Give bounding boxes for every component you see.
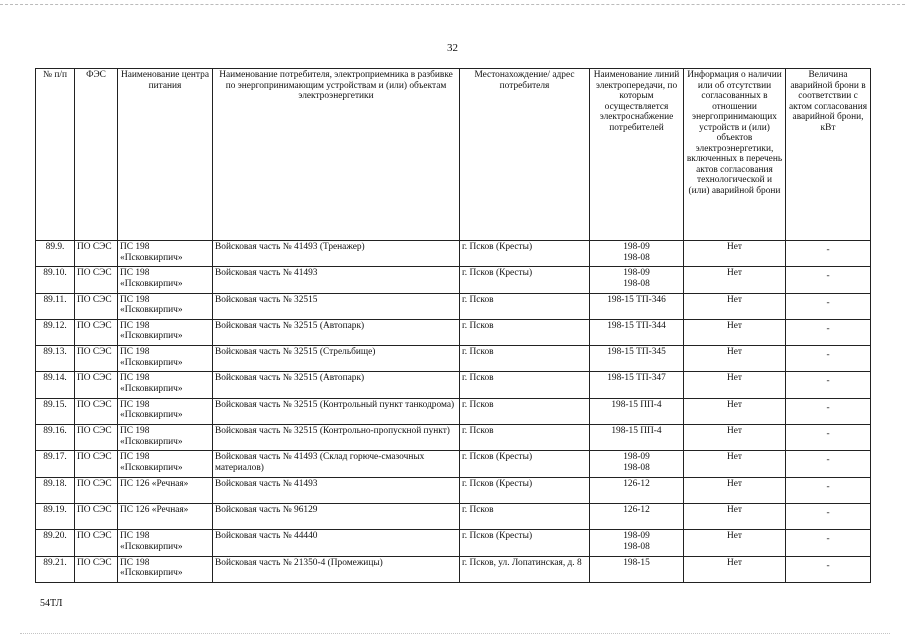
consumer-table <box>35 68 871 583</box>
row-reserve-value <box>786 267 871 293</box>
row-consumer: Войсковая часть № 32515 <box>213 293 460 319</box>
row-power-center: ПС 198 «Псковкирпич» <box>118 319 213 345</box>
row-power-center: ПС 198 «Псковкирпич» <box>118 346 213 372</box>
row-fes: ПО СЭС <box>75 372 118 398</box>
row-power-lines <box>590 556 684 582</box>
row-power-lines <box>590 267 684 293</box>
power-line-code: 198-15 ТП-346 <box>607 294 666 305</box>
header-power-center: Наименование центра питания <box>118 69 213 241</box>
row-number: 89.21. <box>36 556 75 582</box>
table-row <box>36 293 871 319</box>
row-reserve-value <box>786 556 871 582</box>
row-power-center: ПС 198 «Псковкирпич» <box>118 241 213 267</box>
row-power-lines <box>590 372 684 398</box>
row-number: 89.19. <box>36 503 75 529</box>
power-line-code: 198-15 ТП-344 <box>607 320 666 331</box>
table-row <box>36 477 871 503</box>
reserve-value: - <box>826 323 830 334</box>
row-consumer: Войсковая часть № 32515 (Автопарк) <box>213 319 460 345</box>
row-power-center: ПС 198 «Псковкирпич» <box>118 425 213 451</box>
row-power-center: ПС 198 «Псковкирпич» <box>118 556 213 582</box>
reserve-value: - <box>826 245 830 255</box>
reserve-value: - <box>826 455 830 466</box>
row-reserve-value <box>786 319 871 345</box>
power-line-code: 126-12 <box>623 504 650 515</box>
row-reserve-info: Нет <box>684 477 786 503</box>
row-fes: ПО СЭС <box>75 451 118 477</box>
table-row <box>36 530 871 556</box>
row-reserve-value <box>786 372 871 398</box>
power-line-code: 198-15 <box>623 557 650 568</box>
row-location: г. Псков (Кресты) <box>460 530 590 556</box>
row-power-center: ПС 126 «Речная» <box>118 503 213 529</box>
row-location: г. Псков <box>460 372 590 398</box>
header-power-lines: Наименование линий электропередачи, по которым осуществляется электроснабжение потребителей <box>590 69 684 241</box>
table-row <box>36 241 871 267</box>
row-consumer: Войсковая часть № 41493 <box>213 267 460 293</box>
row-number: 89.14. <box>36 372 75 398</box>
power-line-code: 198-09 <box>623 531 650 542</box>
row-consumer: Войсковая часть № 32515 (Контрольный пункт танкодрома) <box>213 398 460 424</box>
row-number: 89.20. <box>36 530 75 556</box>
row-power-center: ПС 198 «Псковкирпич» <box>118 398 213 424</box>
table-row <box>36 503 871 529</box>
row-power-center: ПС 198 «Псковкирпич» <box>118 372 213 398</box>
power-line-code: 198-15 ПП-4 <box>611 399 662 410</box>
power-line-code: 198-08 <box>623 252 650 263</box>
row-reserve-info: Нет <box>684 346 786 372</box>
row-reserve-value <box>786 477 871 503</box>
row-power-center: ПС 126 «Речная» <box>118 477 213 503</box>
row-number: 89.16. <box>36 425 75 451</box>
reserve-value: - <box>826 297 830 308</box>
header-reserve-info: Информация о наличии или об отсутствии согласованных в отношении энергопринимающих устройств и (или) объектов электроэнергетики, включенных в перечень актов согласования технологической и (или) аварийной брони <box>684 69 786 241</box>
row-number: 89.11. <box>36 293 75 319</box>
row-consumer: Войсковая часть № 41493 (Тренажер) <box>213 241 460 267</box>
row-fes: ПО СЭС <box>75 293 118 319</box>
row-number: 89.12. <box>36 319 75 345</box>
row-power-center: ПС 198 «Псковкирпич» <box>118 530 213 556</box>
row-power-lines <box>590 425 684 451</box>
power-line-code: 198-09 <box>623 268 650 279</box>
reserve-value: - <box>826 376 830 387</box>
row-power-lines <box>590 398 684 424</box>
reserve-value: - <box>826 350 830 361</box>
row-fes: ПО СЭС <box>75 346 118 372</box>
page-number: 32 <box>447 42 458 54</box>
power-line-code: 198-15 ТП-345 <box>607 347 666 358</box>
row-reserve-value <box>786 346 871 372</box>
row-reserve-value <box>786 451 871 477</box>
row-reserve-info: Нет <box>684 398 786 424</box>
row-power-center: ПС 198 «Псковкирпич» <box>118 451 213 477</box>
power-line-code: 198-08 <box>623 541 650 552</box>
row-reserve-info: Нет <box>684 503 786 529</box>
table-row <box>36 346 871 372</box>
power-line-code: 198-09 <box>623 242 650 252</box>
row-reserve-value <box>786 293 871 319</box>
row-location: г. Псков, ул. Лопатинская, д. 8 <box>460 556 590 582</box>
table-row <box>36 372 871 398</box>
row-reserve-info: Нет <box>684 372 786 398</box>
row-location: г. Псков (Кресты) <box>460 477 590 503</box>
row-number: 89.9. <box>36 241 75 267</box>
reserve-value: - <box>826 271 830 282</box>
power-line-code: 198-15 ПП-4 <box>611 426 662 437</box>
table-header-row <box>36 69 871 241</box>
row-consumer: Войсковая часть № 41493 <box>213 477 460 503</box>
row-power-center: ПС 198 «Псковкирпич» <box>118 293 213 319</box>
row-consumer: Войсковая часть № 21350-4 (Промежицы) <box>213 556 460 582</box>
row-consumer: Войсковая часть № 96129 <box>213 503 460 529</box>
row-location: г. Псков <box>460 293 590 319</box>
row-number: 89.10. <box>36 267 75 293</box>
row-number: 89.17. <box>36 451 75 477</box>
row-fes: ПО СЭС <box>75 425 118 451</box>
header-fes: ФЭС <box>75 69 118 241</box>
row-power-lines <box>590 477 684 503</box>
power-line-code: 198-08 <box>623 278 650 289</box>
scan-edge-bottom <box>20 633 890 634</box>
row-fes: ПО СЭС <box>75 556 118 582</box>
row-reserve-value <box>786 425 871 451</box>
power-line-code: 198-15 ТП-347 <box>607 373 666 384</box>
table-row <box>36 556 871 582</box>
header-consumer: Наименование потребителя, электроприемника в разбивке по энергопринимающим устройствам и (или) объектам электроэнергетики <box>213 69 460 241</box>
row-number: 89.13. <box>36 346 75 372</box>
table-body <box>36 241 871 583</box>
row-number: 89.18. <box>36 477 75 503</box>
row-fes: ПО СЭС <box>75 267 118 293</box>
row-fes: ПО СЭС <box>75 319 118 345</box>
row-location: г. Псков (Кресты) <box>460 267 590 293</box>
row-fes: ПО СЭС <box>75 477 118 503</box>
row-fes: ПО СЭС <box>75 398 118 424</box>
header-reserve-value: Величина аварийной брони в соответствии с актом согласования аварийной брони, кВт <box>786 69 871 241</box>
table-row <box>36 267 871 293</box>
reserve-value: - <box>826 507 830 518</box>
row-location: г. Псков <box>460 425 590 451</box>
row-location: г. Псков <box>460 319 590 345</box>
reserve-value: - <box>826 402 830 413</box>
power-line-code: 198-08 <box>623 462 650 473</box>
row-location: г. Псков <box>460 346 590 372</box>
footer-code: 54ТЛ <box>40 598 63 609</box>
table-row <box>36 398 871 424</box>
reserve-value: - <box>826 534 830 545</box>
row-power-lines <box>590 451 684 477</box>
row-reserve-value <box>786 530 871 556</box>
power-line-code: 126-12 <box>623 478 650 489</box>
reserve-value: - <box>826 429 830 440</box>
row-power-lines <box>590 293 684 319</box>
row-reserve-info: Нет <box>684 530 786 556</box>
row-power-center: ПС 198 «Псковкирпич» <box>118 267 213 293</box>
row-reserve-info: Нет <box>684 425 786 451</box>
row-reserve-info: Нет <box>684 556 786 582</box>
row-consumer: Войсковая часть № 41493 (Склад горюче-смазочных материалов) <box>213 451 460 477</box>
table-row <box>36 451 871 477</box>
row-consumer: Войсковая часть № 32515 (Автопарк) <box>213 372 460 398</box>
row-reserve-info: Нет <box>684 267 786 293</box>
scan-edge-top <box>0 4 905 5</box>
row-reserve-value <box>786 398 871 424</box>
row-power-lines <box>590 319 684 345</box>
table-row <box>36 319 871 345</box>
row-number: 89.15. <box>36 398 75 424</box>
row-reserve-info: Нет <box>684 451 786 477</box>
row-location: г. Псков <box>460 503 590 529</box>
row-consumer: Войсковая часть № 32515 (Контрольно-пропускной пункт) <box>213 425 460 451</box>
row-reserve-value <box>786 503 871 529</box>
row-power-lines <box>590 530 684 556</box>
header-number: № п/п <box>36 69 75 241</box>
reserve-value: - <box>826 481 830 492</box>
row-reserve-info: Нет <box>684 319 786 345</box>
row-consumer: Войсковая часть № 44440 <box>213 530 460 556</box>
reserve-value: - <box>826 560 830 571</box>
row-location: г. Псков (Кресты) <box>460 241 590 267</box>
row-fes: ПО СЭС <box>75 503 118 529</box>
row-fes: ПО СЭС <box>75 530 118 556</box>
header-location: Местонахождение/ адрес потребителя <box>460 69 590 241</box>
row-reserve-value <box>786 241 871 267</box>
row-reserve-info: Нет <box>684 241 786 267</box>
row-fes: ПО СЭС <box>75 241 118 267</box>
row-power-lines <box>590 503 684 529</box>
power-line-code: 198-09 <box>623 452 650 463</box>
row-power-lines <box>590 241 684 267</box>
row-reserve-info: Нет <box>684 293 786 319</box>
row-location: г. Псков (Кресты) <box>460 451 590 477</box>
row-consumer: Войсковая часть № 32515 (Стрельбище) <box>213 346 460 372</box>
table-row <box>36 425 871 451</box>
row-power-lines <box>590 346 684 372</box>
row-location: г. Псков <box>460 398 590 424</box>
